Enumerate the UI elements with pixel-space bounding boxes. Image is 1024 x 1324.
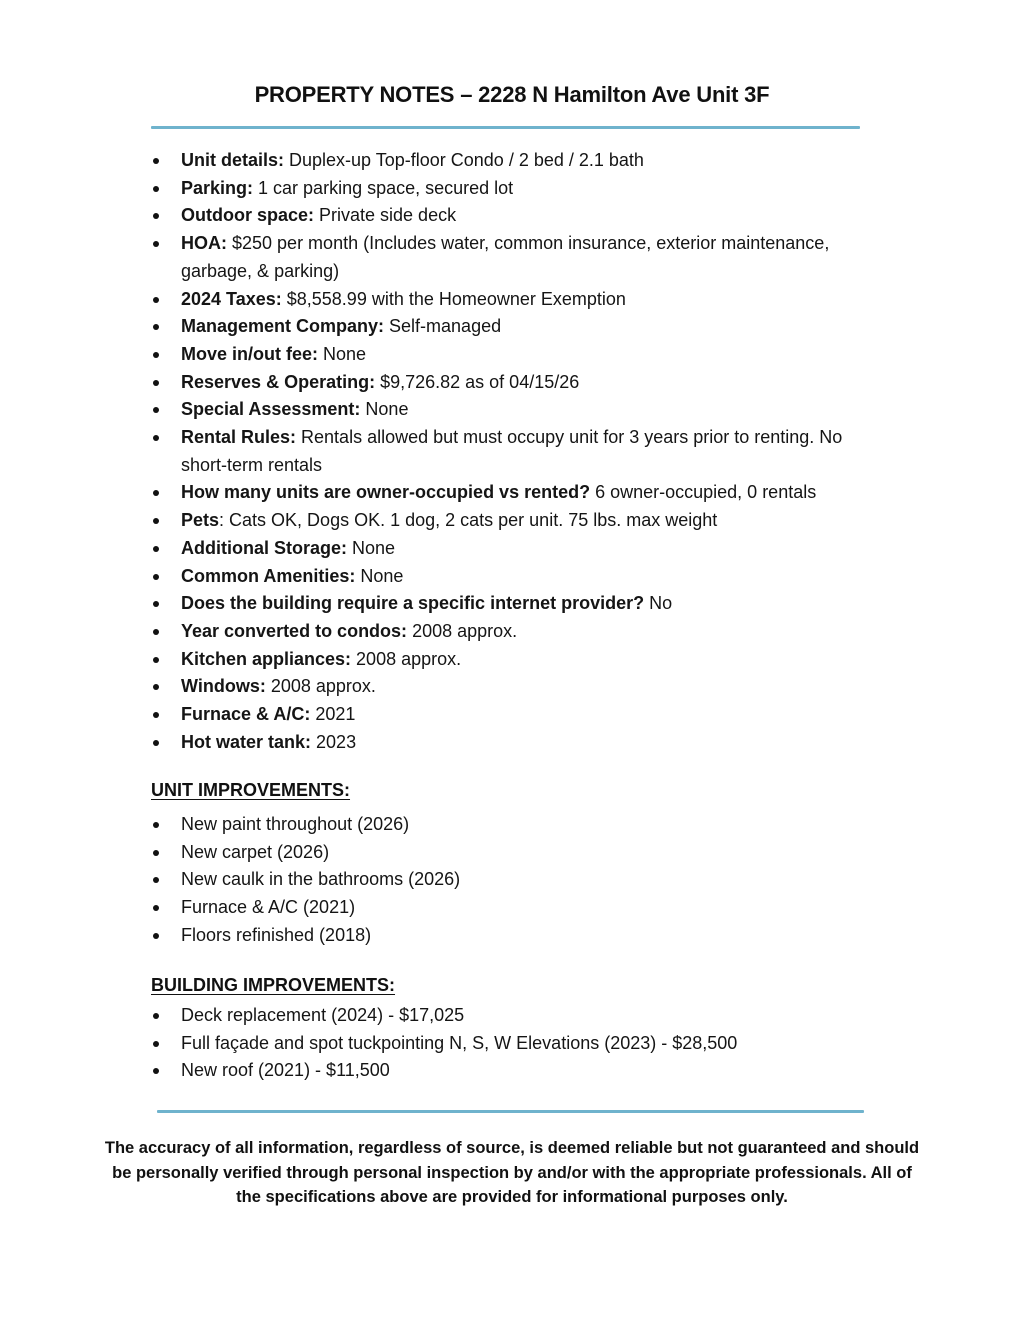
item-value: Duplex-up Top-floor Condo / 2 bed / 2.1 bath bbox=[284, 150, 644, 170]
item-text: New carpet (2026) bbox=[181, 841, 330, 862]
bullet-icon bbox=[153, 1013, 159, 1019]
item-value: 2023 bbox=[311, 731, 357, 752]
item-value: None bbox=[318, 343, 367, 364]
list-item bbox=[151, 1057, 871, 1085]
list-item-kitchen-appliances bbox=[151, 646, 891, 674]
item-text: New paint throughout (2026) bbox=[181, 814, 410, 834]
list-item-internet-provider bbox=[151, 590, 891, 618]
bullet-icon bbox=[153, 850, 159, 856]
list-item bbox=[151, 866, 871, 894]
bullet-icon bbox=[153, 657, 159, 663]
bullet-icon bbox=[153, 877, 159, 883]
top-divider bbox=[151, 126, 860, 129]
list-item-unit-details bbox=[151, 147, 891, 175]
bullet-icon bbox=[153, 186, 159, 192]
bullet-icon bbox=[153, 490, 159, 496]
list-item-hoa bbox=[151, 230, 891, 285]
item-value: None bbox=[347, 537, 396, 558]
item-value: 2008 approx. bbox=[407, 620, 518, 641]
bullet-icon bbox=[153, 324, 159, 330]
item-value: 1 car parking space, secured lot bbox=[253, 177, 514, 198]
item-label: Kitchen appliances: bbox=[181, 648, 352, 669]
page-title: PROPERTY NOTES – 2228 N Hamilton Ave Unit 3F bbox=[254, 82, 770, 107]
bullet-icon bbox=[153, 712, 159, 718]
item-label: Common Amenities: bbox=[181, 565, 356, 586]
bottom-divider bbox=[157, 1110, 864, 1113]
bullet-icon bbox=[153, 241, 159, 247]
disclaimer-text: The accuracy of all information, regardless of source, is deemed reliable but not guaranteed and should be personally verified through personal inspection by and/or with the appropriate professionals. All of the specifications above are provided for informational purposes only. bbox=[104, 1139, 920, 1206]
item-label: HOA: bbox=[181, 233, 227, 254]
item-value: $8,558.99 with the Homeowner Exemption bbox=[281, 288, 626, 309]
item-value: Self-managed bbox=[384, 316, 502, 337]
list-item-hot-water-tank bbox=[151, 729, 891, 757]
list-item-year-converted bbox=[151, 618, 891, 646]
bullet-icon bbox=[153, 684, 159, 690]
list-item bbox=[151, 1002, 871, 1030]
list-item-amenities bbox=[151, 563, 891, 591]
item-value: : Cats OK, Dogs OK. 1 dog, 2 cats per unit. 75 lbs. max weight bbox=[219, 510, 718, 531]
item-label: Pets bbox=[181, 510, 220, 531]
item-value: $250 per month (Includes water, common insurance, exterior maintenance, garbage, & parking) bbox=[181, 233, 830, 281]
bullet-icon bbox=[153, 352, 159, 358]
bullet-icon bbox=[153, 1068, 159, 1074]
list-item-reserves bbox=[151, 369, 891, 397]
list-item bbox=[151, 1030, 871, 1058]
bullet-icon bbox=[153, 546, 159, 552]
item-value: 2008 approx. bbox=[265, 676, 376, 697]
bullet-icon bbox=[153, 905, 159, 911]
item-label: Windows: bbox=[181, 676, 266, 697]
item-label: Year converted to condos: bbox=[181, 620, 408, 641]
item-label: Move in/out fee: bbox=[181, 343, 319, 364]
bullet-icon bbox=[153, 601, 159, 607]
list-item bbox=[151, 811, 871, 839]
bullet-icon bbox=[153, 933, 159, 939]
list-item-furnace bbox=[151, 701, 891, 729]
item-value: $9,726.82 as of 04/15/26 bbox=[375, 371, 580, 392]
list-item-pets bbox=[151, 507, 891, 535]
item-label: Additional Storage: bbox=[181, 537, 347, 558]
item-value: 2008 approx. bbox=[351, 648, 462, 669]
bullet-icon bbox=[153, 297, 159, 303]
unit-improvements-heading: UNIT IMPROVEMENTS: bbox=[151, 780, 351, 800]
item-value: None bbox=[360, 399, 409, 420]
item-label: Management Company: bbox=[181, 316, 385, 337]
bullet-icon bbox=[153, 822, 159, 828]
item-label: 2024 Taxes: bbox=[181, 288, 282, 309]
item-value: 6 owner-occupied, 0 rentals bbox=[590, 482, 817, 503]
bullet-icon bbox=[153, 1041, 159, 1047]
list-item-rental-rules bbox=[151, 424, 891, 479]
item-label: Furnace & A/C: bbox=[181, 704, 311, 725]
item-text: Full façade and spot tuckpointing N, S, W Elevations (2023) - $28,500 bbox=[181, 1032, 738, 1053]
bullet-icon bbox=[153, 213, 159, 219]
item-text: Floors refinished (2018) bbox=[181, 924, 372, 945]
list-item bbox=[151, 922, 871, 950]
item-text: Deck replacement (2024) - $17,025 bbox=[181, 1005, 465, 1025]
item-label: How many units are owner-occupied vs rented? bbox=[181, 482, 591, 503]
bullet-icon bbox=[153, 407, 159, 413]
item-text: New roof (2021) - $11,500 bbox=[181, 1060, 390, 1081]
list-item-taxes bbox=[151, 286, 891, 314]
item-label: Special Assessment: bbox=[181, 399, 361, 420]
list-item bbox=[151, 894, 871, 922]
bullet-icon bbox=[153, 380, 159, 386]
bullet-icon bbox=[153, 629, 159, 635]
item-label: Rental Rules: bbox=[181, 427, 297, 448]
bullet-icon bbox=[153, 518, 159, 524]
list-item-owner-occupied bbox=[151, 479, 891, 507]
item-label: Parking: bbox=[181, 177, 254, 198]
property-details-list bbox=[151, 147, 891, 756]
item-label: Does the building require a specific internet provider? bbox=[181, 593, 645, 614]
item-value: 2021 bbox=[310, 704, 356, 725]
unit-improvements-list bbox=[151, 811, 871, 950]
list-item-windows bbox=[151, 673, 891, 701]
bullet-icon bbox=[153, 435, 159, 441]
item-text: New caulk in the bathrooms (2026) bbox=[181, 869, 461, 890]
bullet-icon bbox=[153, 740, 159, 746]
list-item-parking bbox=[151, 175, 891, 203]
item-label: Outdoor space: bbox=[181, 205, 315, 226]
list-item-management-company bbox=[151, 313, 891, 341]
building-improvements-heading: BUILDING IMPROVEMENTS: bbox=[151, 975, 396, 995]
list-item-move-fee bbox=[151, 341, 891, 369]
item-label: Unit details: bbox=[181, 150, 285, 170]
bullet-icon bbox=[153, 574, 159, 580]
list-item-storage bbox=[151, 535, 891, 563]
item-label: Reserves & Operating: bbox=[181, 371, 376, 392]
list-item bbox=[151, 839, 871, 867]
item-value: None bbox=[355, 565, 404, 586]
building-improvements-list bbox=[151, 1002, 871, 1085]
item-label: Hot water tank: bbox=[181, 731, 312, 752]
list-item-special-assessment bbox=[151, 396, 891, 424]
item-value: Rentals allowed but must occupy unit for 3 years prior to renting. No short-term rentals bbox=[181, 427, 843, 475]
list-item-outdoor-space bbox=[151, 202, 891, 230]
item-value: No bbox=[644, 593, 673, 614]
item-value: Private side deck bbox=[314, 205, 457, 226]
bullet-icon bbox=[153, 158, 159, 164]
item-text: Furnace & A/C (2021) bbox=[181, 897, 356, 918]
